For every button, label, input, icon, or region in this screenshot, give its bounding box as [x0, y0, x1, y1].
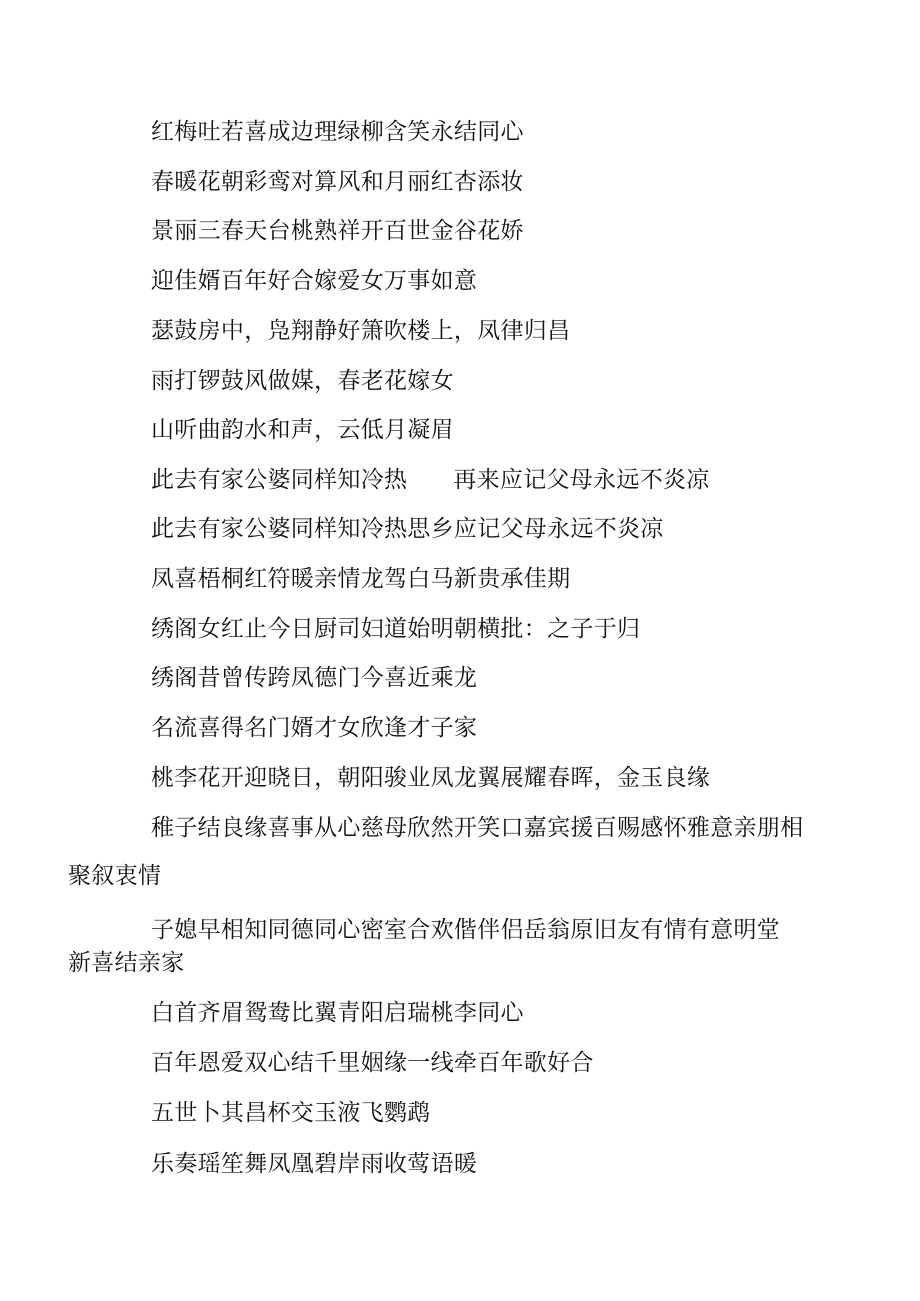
couplet-line-17: 白首齐眉鸳鸯比翼青阳启瑞桃李同心	[151, 1000, 524, 1026]
couplet-line-4: 迎佳婿百年好合嫁爱女万事如意	[151, 268, 478, 294]
couplet-line-14: 桃李花开迎晓日，朝阳骏业凤龙翼展耀春晖，金玉良缘	[151, 765, 711, 791]
couplet-line-2: 春暖花朝彩鸾对算风和月丽红杏添妆	[151, 169, 524, 195]
couplet-line-6: 雨打锣鼓风做媒，春老花嫁女	[151, 368, 454, 394]
couplet-line-20: 乐奏瑶笙舞凤凰碧岸雨收莺语暖	[151, 1151, 478, 1177]
couplet-line-13: 名流喜得名门婿才女欣逢才子家	[151, 715, 478, 741]
couplet-line-15-cont: 聚叙衷情	[68, 863, 162, 889]
couplet-line-16: 子媳早相知同德同心密室合欢偕伴侣岳翁原旧友有情有意明堂	[151, 917, 781, 943]
couplet-line-8-left: 此去有家公婆同样知冷热	[151, 467, 408, 493]
couplet-line-9: 此去有家公婆同样知冷热思乡应记父母永远不炎凉	[151, 516, 664, 542]
couplet-line-8-right: 再来应记父母永远不炎凉	[453, 467, 710, 493]
couplet-line-7: 山听曲韵水和声，云低月凝眉	[151, 417, 454, 443]
couplet-line-5: 瑟鼓房中，凫翔静好箫吹楼上，凤律归昌	[151, 318, 571, 344]
couplet-line-12: 绣阁昔曾传跨凤德门今喜近乘龙	[151, 665, 478, 691]
couplet-line-15: 稚子结良缘喜事从心慈母欣然开笑口嘉宾援百赐感怀雅意亲朋相	[151, 815, 804, 841]
couplet-line-1: 红梅吐若喜成边理绿柳含笑永结同心	[151, 119, 524, 145]
couplet-line-8	[151, 465, 710, 495]
couplet-line-10: 凤喜梧桐红符暖亲情龙驾白马新贵承佳期	[151, 566, 571, 592]
couplet-line-3: 景丽三春天台桃熟祥开百世金谷花娇	[151, 218, 524, 244]
couplet-line-16-cont: 新喜结亲家	[68, 950, 185, 976]
couplet-line-18: 百年恩爱双心结千里姻缘一线牵百年歌好合	[151, 1050, 594, 1076]
couplet-line-19: 五世卜其昌杯交玉液飞鹦鹉	[151, 1100, 431, 1126]
couplet-line-11: 绣阁女红止今日厨司妇道始明朝横批：之子于归	[151, 616, 641, 642]
